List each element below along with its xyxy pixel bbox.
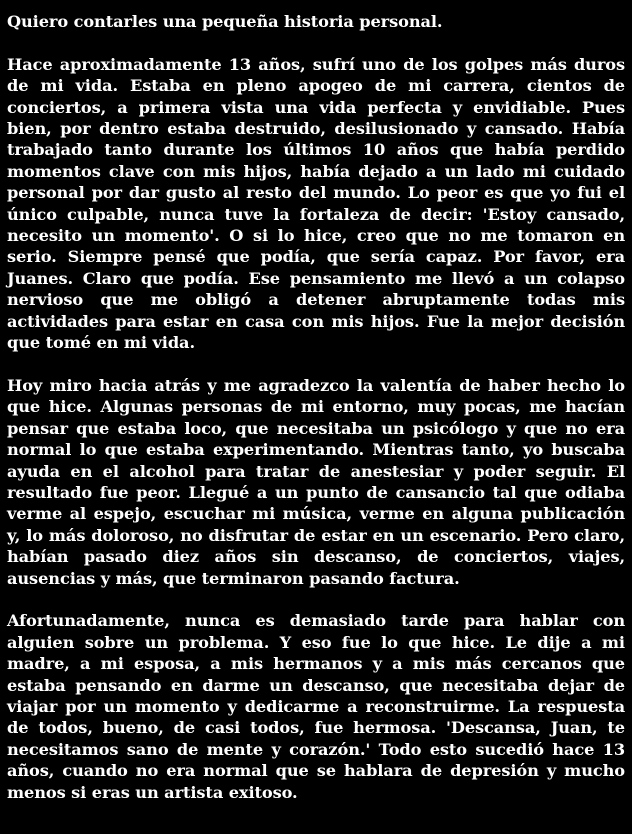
paragraph-gap [7, 32, 625, 53]
paragraph-3: Afortunadamente, nunca es demasiado tarde para hablar con alguien sobre un problema. Y eso fue lo que hice. Le dije a mi madre, a mi esposa, a mis hermanos y a mis más cercanos que estaba pensando en darme un descanso, que necesitaba dejar de viajar por un momento y dedicarme a reconstruirme. La respuesta de todos, bueno, de casi todos, fue hermosa. 'Descansa, Juan, te necesitamos sano de mente y corazón.' Todo esto sucedió hace 13 años, cuando no era normal que se hablara de depresión y mucho menos si eras un artista exitoso. [7, 611, 625, 802]
paragraph-gap [7, 589, 625, 610]
paragraph-1: Hace aproximadamente 13 años, sufrí uno de los golpes más duros de mi vida. Estaba en pleno apogeo de mi carrera, cientos de conciertos, a primera vista una vida perfecta y envidiable. Pues bien, por dentro estaba destruido, desilusionado y cansado. Había trabajado tanto durante los últimos 10 años que había perdido momentos clave con mis hijos, había dejado a un lado mi cuidado personal por dar gusto al resto del mundo. Lo peor es que yo fui el único culpable, nunca tuve la fortaleza de decir: 'Estoy cansado, necesito un momento'. O si lo hice, creo que no me tomaron en serio. Siempre pensé que podía, que sería capaz. Por favor, era Juanes. Claro que podía. Ese pensamiento me llevó a un colapso nervioso que me obligó a detener abruptamente todas mis actividades para estar en casa con mis hijos. Fue la mejor decisión que tomé en mi vida. [7, 54, 625, 353]
paragraph-gap [7, 353, 625, 374]
intro-line: Quiero contarles una pequeña historia personal. [7, 12, 443, 31]
paragraph-2: Hoy miro hacia atrás y me agradezco la valentía de haber hecho lo que hice. Algunas personas de mi entorno, muy pocas, me hacían pensar que estaba loco, que necesitaba un psicólogo y que no era normal lo que estaba experimentando. Mientras tanto, yo buscaba ayuda en el alcohol para tratar de anestesiar y poder seguir. El resultado fue peor. Llegué a un punto de cansancio tal que odiaba verme al espejo, escuchar mi música, verme en alguna publicación y, lo más doloroso, no disfrutar de estar en un escenario. Pero claro, habían pasado diez años sin descanso, de conciertos, viajes, ausencias y más, que terminaron pasando factura. [7, 375, 625, 588]
